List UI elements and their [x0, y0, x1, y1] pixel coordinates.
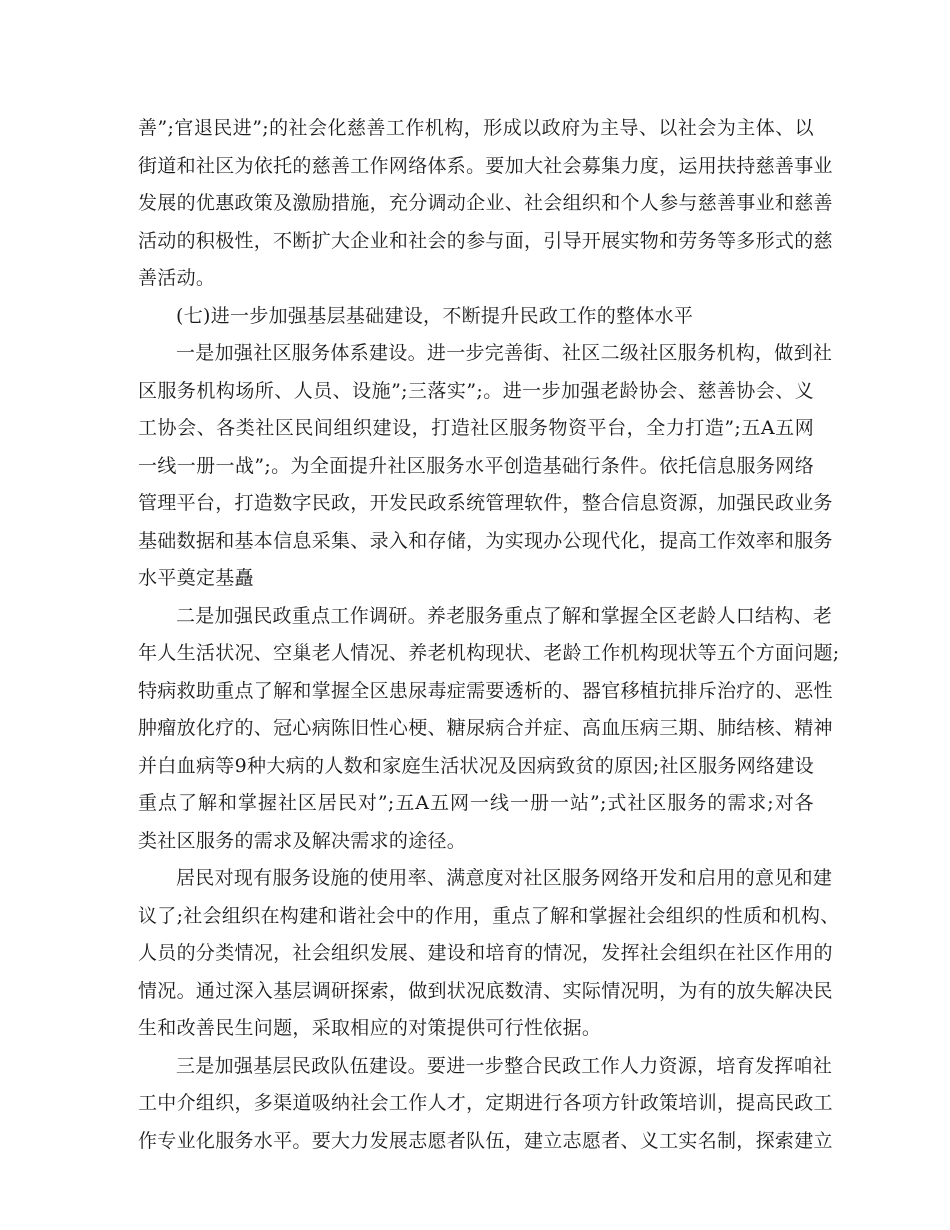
- text-line: 区服务机构场所、人员、设施”;三落实”;。进一步加强老龄协会、慈善协会、义: [138, 379, 814, 402]
- paragraph: [138, 598, 840, 861]
- text-line: 三是加强基层民政队伍建设。要进一步整合民政工作人力资源，培育发挥咱社: [176, 1054, 833, 1077]
- text-line: 发展的优惠政策及激励措施，充分调动企业、社会组织和个人参与慈善事业和慈善: [138, 192, 833, 214]
- text-line: 基础数据和基本信息采集、录入和存储，为实现办公现代化，提高工作效率和服务: [138, 529, 833, 552]
- text-line: 善活动。: [138, 267, 216, 289]
- text-line: 年人生活状况、空巢老人情况、养老机构现状、老龄工作机构现状等五个方面问题;: [138, 642, 840, 664]
- text-line: 活动的积极性，不断扩大企业和社会的参与面，引导开展实物和劳务等多形式的慈: [138, 229, 833, 252]
- paragraph: [138, 860, 840, 1048]
- text-line: 工中介组织，多渠道吸纳社会工作人才，定期进行各项方针政策培训，提高民政工: [138, 1092, 833, 1114]
- paragraph: [138, 298, 814, 336]
- text-line: 情况。通过深入基层调研探索，做到状况底数清、实际情况明，为有的放失解决民: [138, 979, 833, 1002]
- text-line: 居民对现有服务设施的使用率、满意度对社区服务网络开发和启用的意见和建: [176, 867, 833, 889]
- text-line: 管理平台，打造数字民政，开发民政系统管理软件，整合信息资源，加强民政业务: [138, 492, 833, 514]
- text-line: 一是加强社区服务体系建设。进一步完善街、社区二级社区服务机构，做到社: [176, 342, 833, 364]
- text-line: 并白血病等9种大病的人数和家庭生活状况及因病致贫的原因;社区服务网络建设: [138, 754, 814, 777]
- text-line: 生和改善民生问题，采取相应的对策提供可行性依据。: [138, 1017, 602, 1039]
- text-line: 善”;官退民进”;的社会化慈善工作机构，形成以政府为主导、以社会为主体、以: [138, 117, 814, 139]
- document-body: [138, 110, 840, 1160]
- paragraph: [138, 110, 833, 298]
- text-line: 一线一册一战”;。为全面提升社区服务水平创造基础行条件。依托信息服务网络: [138, 454, 814, 477]
- paragraph: [138, 1048, 833, 1161]
- paragraph: [138, 335, 833, 598]
- text-line: 工协会、各类社区民间组织建设，打造社区服务物资平台，全力打造”;五A五网: [138, 417, 814, 439]
- text-line: (七)进一步加强基层基础建设，不断提升民政工作的整体水平: [176, 304, 694, 327]
- text-line: 类社区服务的需求及解决需求的途径。: [138, 829, 467, 852]
- text-line: 肿瘤放化疗的、冠心病陈旧性心梗、糖尿病合并症、高血压病三期、肺结核、精神: [138, 717, 833, 739]
- text-line: 人员的分类情况，社会组织发展、建设和培育的情况，发挥社会组织在社区作用的: [138, 942, 833, 964]
- text-line: 水平奠定基矗: [138, 567, 254, 589]
- text-line: 特病救助重点了解和掌握全区患尿毒症需要透析的、器官移植抗排斥治疗的、恶性: [138, 679, 833, 702]
- text-line: 议了;社会组织在构建和谐社会中的作用，重点了解和掌握社会组织的性质和机构、: [138, 904, 840, 927]
- text-line: 二是加强民政重点工作调研。养老服务重点了解和掌握全区老龄人口结构、老: [176, 604, 833, 627]
- text-line: 重点了解和掌握社区居民对”;五A五网一线一册一站”;式社区服务的需求;对各: [138, 792, 814, 814]
- text-line: 街道和社区为依托的慈善工作网络体系。要加大社会募集力度，运用扶持慈善事业: [138, 154, 833, 177]
- text-line: 作专业化服务水平。要大力发展志愿者队伍，建立志愿者、义工实名制，探索建立: [138, 1129, 833, 1152]
